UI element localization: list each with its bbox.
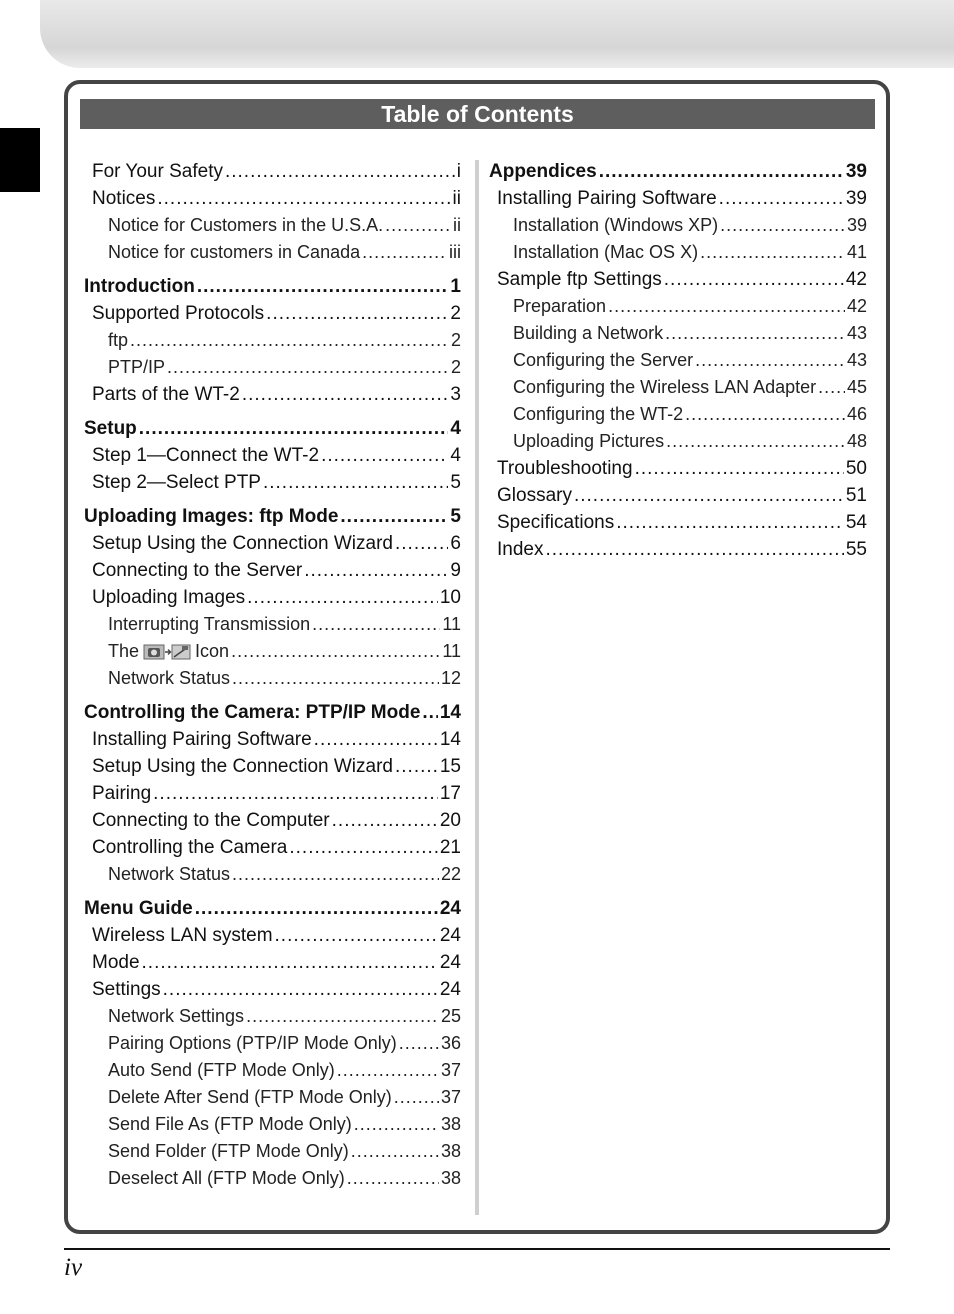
toc-entry-page: 24 [439, 925, 461, 946]
dot-leader [163, 976, 438, 1003]
toc-entry-title: Uploading Images [92, 587, 246, 608]
toc-entry-title: Uploading Images: ftp Mode [84, 506, 339, 527]
toc-entry-title: Setup Using the Connection Wizard [92, 533, 393, 554]
toc-entry-introduction[interactable] [84, 273, 461, 300]
toc-entry-page: 42 [845, 269, 867, 290]
toc-entry-installing-pairing-software[interactable] [489, 185, 867, 212]
toc-entry-page: 10 [439, 587, 461, 608]
toc-entry-wireless-lan-system[interactable] [84, 922, 461, 949]
toc-entry-title: Configuring the Wireless LAN Adapter [513, 377, 817, 397]
dot-leader [246, 1003, 439, 1030]
toc-entry-page: 2 [450, 357, 461, 377]
toc-entry-page: 14 [439, 702, 461, 723]
toc-left-column [84, 158, 461, 1192]
toc-entry-preparation[interactable] [489, 293, 867, 320]
toc-entry-page: 45 [846, 377, 867, 397]
toc-entry-title: Step 2—Select PTP [92, 472, 261, 493]
toc-entry-page: 21 [439, 837, 461, 858]
toc-entry-title: Connecting to the Server [92, 560, 303, 581]
camera-transfer-icon [143, 643, 191, 661]
toc-entry-title: Configuring the Server [513, 350, 694, 370]
dot-leader [153, 780, 438, 807]
toc-entry-configuring-the-server[interactable] [489, 347, 867, 374]
toc-entry-title: Introduction [84, 276, 195, 297]
toc-entry-page: 55 [845, 539, 867, 560]
dot-leader [362, 239, 447, 266]
dot-leader [225, 158, 455, 185]
toc-entry-troubleshooting[interactable] [489, 455, 867, 482]
toc-entry-page: 11 [442, 641, 461, 661]
toc-entry-title: Setup Using the Connection Wizard [92, 756, 393, 777]
toc-entry-mode[interactable] [84, 949, 461, 976]
toc-entry-notice-for-customers-in-the-u-s-a[interactable] [84, 212, 461, 239]
toc-entry-title: Wireless LAN system [92, 925, 273, 946]
toc-entry-network-status[interactable] [84, 665, 461, 692]
toc-entry-page: 37 [440, 1087, 461, 1107]
toc-entry-interrupting-transmission[interactable] [84, 611, 461, 638]
toc-entry-title: Pairing Options (PTP/IP Mode Only) [108, 1033, 397, 1053]
toc-entry-the-icon[interactable] [84, 638, 461, 665]
toc-entry-page: 38 [440, 1114, 461, 1134]
dot-leader [167, 354, 449, 381]
dot-leader [312, 611, 440, 638]
toc-right-column [489, 158, 867, 563]
dot-leader [266, 300, 448, 327]
dot-leader [314, 726, 438, 753]
dot-leader [231, 638, 440, 665]
dot-leader [700, 239, 845, 266]
toc-title: Table of Contents [80, 99, 875, 129]
toc-entry-title: Notices [92, 188, 156, 209]
toc-entry-page: 39 [846, 215, 867, 235]
toc-entry-title: Settings [92, 979, 161, 1000]
toc-entry-title: Installing Pairing Software [92, 729, 312, 750]
dot-leader [599, 158, 844, 185]
toc-entry-title: Auto Send (FTP Mode Only) [108, 1060, 335, 1080]
toc-entry-title: Menu Guide [84, 898, 193, 919]
toc-entry-menu-guide[interactable] [84, 895, 461, 922]
toc-entry-title: Index [497, 539, 544, 560]
toc-entry-title: Deselect All (FTP Mode Only) [108, 1168, 345, 1188]
dot-leader [351, 1138, 439, 1165]
column-divider [475, 160, 479, 1215]
toc-entry-title: The Icon [108, 641, 230, 661]
toc-entry-page: 48 [846, 431, 867, 451]
dot-leader [275, 922, 438, 949]
dot-leader [289, 834, 437, 861]
toc-entry-network-status[interactable] [84, 861, 461, 888]
toc-entry-page: 38 [440, 1141, 461, 1161]
dot-leader [574, 482, 844, 509]
toc-entry-page: 43 [846, 323, 867, 343]
toc-entry-page: 41 [846, 242, 867, 262]
toc-entry-uploading-images-ftp-mode[interactable] [84, 503, 461, 530]
dot-leader [695, 347, 845, 374]
toc-entry-title: Installing Pairing Software [497, 188, 717, 209]
dot-leader [263, 469, 448, 496]
toc-entry-page: ii [452, 188, 461, 209]
toc-entry-page: 12 [440, 668, 461, 688]
toc-entry-page: 37 [440, 1060, 461, 1080]
toc-entry-page: 46 [846, 404, 867, 424]
dot-leader [332, 807, 438, 834]
toc-entry-installation-mac-os-x[interactable] [489, 239, 867, 266]
toc-entry-page: 51 [845, 485, 867, 506]
dot-leader [354, 1111, 439, 1138]
toc-entry-page: 43 [846, 350, 867, 370]
toc-entry-sample-ftp-settings[interactable] [489, 266, 867, 293]
toc-entry-title: Configuring the WT-2 [513, 404, 684, 424]
toc-entry-network-settings[interactable] [84, 1003, 461, 1030]
page-number: iv [64, 1254, 83, 1281]
toc-entry-title: Step 1—Connect the WT-2 [92, 445, 320, 466]
toc-entry-title: Send File As (FTP Mode Only) [108, 1114, 352, 1134]
dot-leader [142, 949, 438, 976]
dot-leader [399, 1030, 439, 1057]
toc-entry-page: 39 [845, 161, 867, 182]
toc-entry-page: 3 [450, 384, 461, 405]
footer-rule [64, 1248, 890, 1250]
toc-entry-page: 4 [450, 418, 461, 439]
dot-leader [422, 699, 437, 726]
dot-leader [347, 1165, 439, 1192]
toc-entry-title: Network Settings [108, 1006, 245, 1026]
toc-entry-title: Notice for Customers in the U.S.A. [108, 215, 384, 235]
toc-entry-setup-using-the-connection-wizard[interactable] [84, 753, 461, 780]
dot-leader [197, 273, 449, 300]
dot-leader [395, 530, 448, 557]
toc-entry-title: Network Status [108, 668, 231, 688]
dot-leader [395, 753, 438, 780]
toc-entry-title: Appendices [489, 161, 597, 182]
toc-entry-page: 14 [439, 729, 461, 750]
toc-entry-page: 50 [845, 458, 867, 479]
toc-entry-page: 9 [450, 560, 461, 581]
dot-leader [818, 374, 845, 401]
toc-entry-page: ii [453, 215, 461, 235]
toc-entry-title: Troubleshooting [497, 458, 633, 479]
toc-entry-glossary[interactable] [489, 482, 867, 509]
toc-entry-page: 15 [439, 756, 461, 777]
dot-leader [232, 861, 439, 888]
dot-leader [340, 503, 448, 530]
dot-leader [664, 266, 844, 293]
toc-entry-ftp[interactable] [84, 327, 461, 354]
toc-entry-step-1-connect-the-wt-2[interactable] [84, 442, 461, 469]
toc-entry-deselect-all-ftp-mode-only[interactable] [84, 1165, 461, 1192]
dot-leader [720, 212, 845, 239]
dot-leader [545, 536, 843, 563]
dot-leader [242, 381, 449, 408]
toc-entry-configuring-the-wireless-lan-adapter[interactable] [489, 374, 867, 401]
toc-entry-installing-pairing-software[interactable] [84, 726, 461, 753]
toc-entry-title: Delete After Send (FTP Mode Only) [108, 1087, 392, 1107]
toc-entry-pairing[interactable] [84, 780, 461, 807]
toc-entry-pairing-options-ptp-ip-mode-only[interactable] [84, 1030, 461, 1057]
toc-entry-title: Uploading Pictures [513, 431, 665, 451]
toc-entry-title: PTP/IP [108, 357, 166, 377]
dot-leader [635, 455, 844, 482]
toc-entry-page: 24 [439, 979, 461, 1000]
toc-entry-page: 39 [845, 188, 867, 209]
dot-leader [385, 212, 451, 239]
toc-entry-for-your-safety[interactable] [84, 158, 461, 185]
toc-entry-page: 4 [450, 445, 461, 466]
dot-leader [719, 185, 844, 212]
toc-entry-send-folder-ftp-mode-only[interactable] [84, 1138, 461, 1165]
toc-entry-page: 38 [440, 1168, 461, 1188]
toc-entry-page: i [456, 161, 461, 182]
toc-entry-title: Controlling the Camera: PTP/IP Mode [84, 702, 421, 723]
toc-entry-setup[interactable] [84, 415, 461, 442]
toc-entry-title: Supported Protocols [92, 303, 265, 324]
toc-entry-title: Connecting to the Computer [92, 810, 330, 831]
dot-leader [139, 415, 449, 442]
toc-entry-title: For Your Safety [92, 161, 223, 182]
toc-entry-auto-send-ftp-mode-only[interactable] [84, 1057, 461, 1084]
toc-entry-title: Glossary [497, 485, 572, 506]
toc-entry-index[interactable] [489, 536, 867, 563]
toc-entry-uploading-pictures[interactable] [489, 428, 867, 455]
toc-entry-page: 1 [450, 276, 461, 297]
toc-entry-title: Network Status [108, 864, 231, 884]
toc-entry-connecting-to-the-server[interactable] [84, 557, 461, 584]
toc-entry-title: Building a Network [513, 323, 664, 343]
dot-leader [157, 185, 450, 212]
toc-entry-page: 20 [439, 810, 461, 831]
top-header-shade [40, 0, 954, 68]
toc-entry-controlling-the-camera[interactable] [84, 834, 461, 861]
toc-entry-page: 5 [450, 506, 461, 527]
toc-entry-page: 24 [439, 898, 461, 919]
toc-entry-appendices[interactable] [489, 158, 867, 185]
dot-leader [394, 1084, 439, 1111]
toc-entry-page: 2 [450, 303, 461, 324]
dot-leader [232, 665, 439, 692]
toc-entry-page: 22 [440, 864, 461, 884]
toc-entry-title: Sample ftp Settings [497, 269, 662, 290]
toc-entry-ptp-ip[interactable] [84, 354, 461, 381]
toc-entry-notice-for-customers-in-canada[interactable] [84, 239, 461, 266]
dot-leader [616, 509, 844, 536]
dot-leader [130, 327, 449, 354]
toc-entry-controlling-the-camera-ptp-ip-mode[interactable] [84, 699, 461, 726]
toc-entry-page: 2 [450, 330, 461, 350]
dot-leader [685, 401, 845, 428]
dot-leader [321, 442, 448, 469]
toc-entry-notices[interactable] [84, 185, 461, 212]
toc-entry-title: Pairing [92, 783, 152, 804]
toc-entry-page: 5 [450, 472, 461, 493]
toc-entry-uploading-images[interactable] [84, 584, 461, 611]
toc-entry-page: iii [449, 242, 461, 262]
toc-entry-parts-of-the-wt-2[interactable] [84, 381, 461, 408]
toc-entry-page: 6 [450, 533, 461, 554]
toc-entry-title: Mode [92, 952, 140, 973]
toc-entry-connecting-to-the-computer[interactable] [84, 807, 461, 834]
toc-entry-specifications[interactable] [489, 509, 867, 536]
dot-leader [195, 895, 438, 922]
toc-entry-send-file-as-ftp-mode-only[interactable] [84, 1111, 461, 1138]
toc-entry-installation-windows-xp[interactable] [489, 212, 867, 239]
section-tab-marker [0, 128, 40, 192]
dot-leader [665, 320, 845, 347]
toc-entry-title: Parts of the WT-2 [92, 384, 240, 405]
toc-entry-page: 11 [442, 614, 461, 634]
dot-leader [337, 1057, 439, 1084]
toc-entry-title: Send Folder (FTP Mode Only) [108, 1141, 349, 1161]
toc-entry-title: Notice for customers in Canada [108, 242, 361, 262]
toc-entry-title: ftp [108, 330, 129, 350]
toc-entry-settings[interactable] [84, 976, 461, 1003]
toc-entry-page: 24 [439, 952, 461, 973]
toc-entry-delete-after-send-ftp-mode-only[interactable] [84, 1084, 461, 1111]
toc-entry-configuring-the-wt-2[interactable] [489, 401, 867, 428]
dot-leader [666, 428, 845, 455]
toc-entry-title: Specifications [497, 512, 615, 533]
toc-entry-title: Interrupting Transmission [108, 614, 311, 634]
toc-entry-title: Setup [84, 418, 137, 439]
toc-entry-building-a-network[interactable] [489, 320, 867, 347]
dot-leader [304, 557, 448, 584]
toc-entry-title: Installation (Windows XP) [513, 215, 719, 235]
toc-entry-title: Controlling the Camera [92, 837, 288, 858]
toc-entry-page: 17 [439, 783, 461, 804]
toc-entry-page: 54 [845, 512, 867, 533]
toc-entry-step-2-select-ptp[interactable] [84, 469, 461, 496]
toc-entry-page: 42 [846, 296, 867, 316]
toc-entry-page: 25 [440, 1006, 461, 1026]
toc-entry-setup-using-the-connection-wizard[interactable] [84, 530, 461, 557]
toc-entry-page: 36 [440, 1033, 461, 1053]
dot-leader [247, 584, 438, 611]
toc-entry-title: Preparation [513, 296, 607, 316]
toc-entry-supported-protocols[interactable] [84, 300, 461, 327]
dot-leader [608, 293, 845, 320]
toc-entry-title: Installation (Mac OS X) [513, 242, 699, 262]
